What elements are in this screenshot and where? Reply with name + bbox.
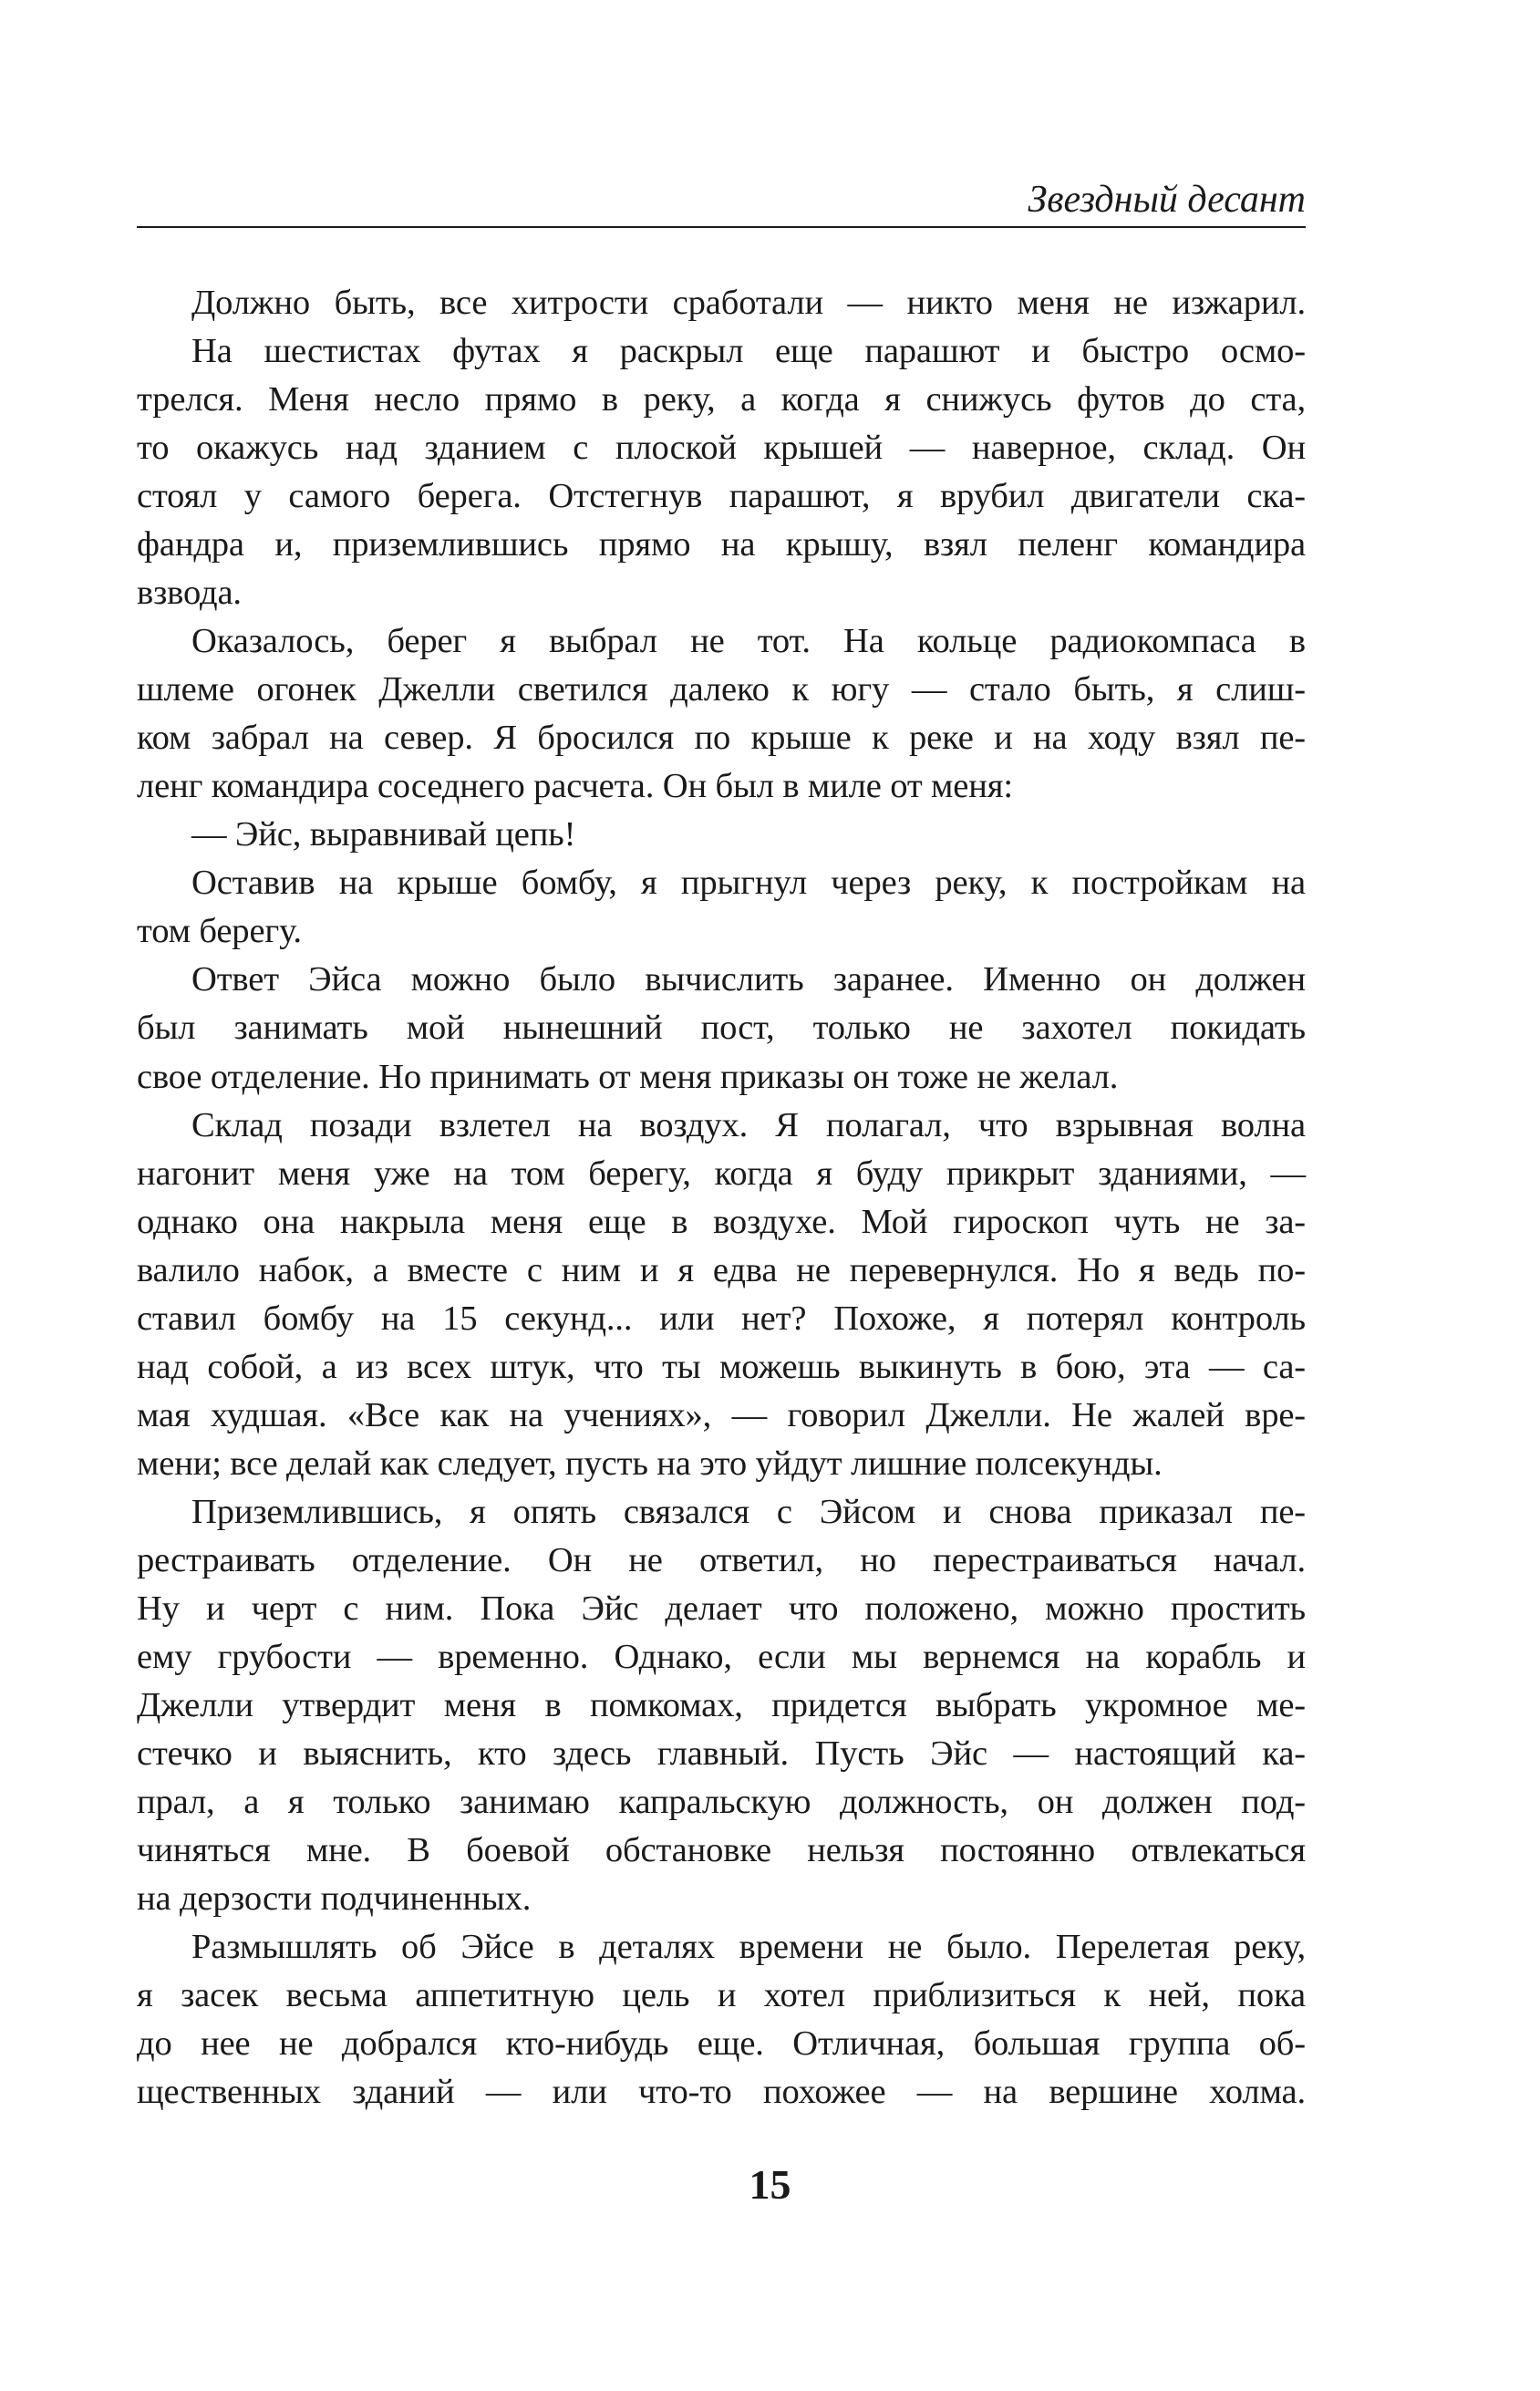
text-line: прал, а я только занимаю капральскую должность, он должен под- [137,1782,1306,1821]
text-line: мени; все делай как следует, пусть на это уйдут лишние полсекунды. [137,1444,1163,1483]
text-line: щественных зданий — или что-то похожее — на вершине холма. [137,2073,1306,2112]
text-line: — Эйс, выравнивай цепь! [191,815,576,854]
text-line: шлеме огонек Джелли светился далеко к югу — стало быть, я слиш- [137,670,1306,709]
text-line: Приземлившись, я опять связался с Эйсом и снова приказал пе- [191,1492,1306,1531]
text-line: Оказалось, берег я выбрал не тот. На кольце радиокомпаса в [191,622,1306,661]
text-line: однако она накрыла меня еще в воздухе. Мой гироскоп чуть не за- [137,1202,1306,1241]
body-text [137,279,1306,2117]
page-number: 15 [749,2161,791,2208]
text-line: стечко и выяснить, кто здесь главный. Пусть Эйс — настоящий ка- [137,1734,1306,1773]
text-line: Джелли утвердит меня в помкомах, придется выбрать укромное ме- [137,1685,1306,1724]
text-line: чиняться мне. В боевой обстановке нельзя постоянно отвлекаться [137,1831,1306,1869]
text-line: я засек весьма аппетитную цель и хотел приблизиться к ней, пока [137,1976,1306,2015]
text-line: над собой, а из всех штук, что ты можешь выкинуть в бою, эта — са- [137,1347,1306,1386]
text-line: ему грубости — временно. Однако, если мы вернемся на корабль и [137,1637,1306,1676]
text-line: Ну и черт с ним. Пока Эйс делает что положено, можно простить [137,1589,1306,1628]
text-line: Размышлять об Эйсе в деталях времени не было. Перелетая реку, [191,1928,1306,1967]
text-line: ком забрал на север. Я бросился по крыше к реке и на ходу взял пе- [137,719,1306,758]
running-header [137,175,1306,230]
text-line: свое отделение. Но принимать от меня приказы он тоже не желал. [137,1057,1119,1096]
text-line: Оставив на крыше бомбу, я прыгнул через реку, к постройкам на [191,864,1306,903]
header-rule [137,226,1306,228]
text-line: валило набок, а вместе с ним и я едва не перевернулся. Но я ведь по- [137,1250,1306,1289]
text-line: ленг командира соседнего расчета. Он был в миле от меня: [137,767,1013,806]
text-line: Склад позади взлетел на воздух. Я полагал, что взрывная волна [191,1105,1306,1144]
text-line: стоял у самого берега. Отстегнув парашют, я врубил двигатели ска- [137,477,1306,516]
text-line: Должно быть, все хитрости сработали — никто меня не изжарил. [191,284,1306,322]
text-line: до нее не добрался кто-нибудь еще. Отличная, большая группа об- [137,2024,1306,2064]
running-title: Звездный десант [1028,179,1306,221]
text-line: ставил бомбу на 15 секунд... или нет? Похоже, я потерял контроль [137,1299,1306,1338]
text-line: взвода. [137,574,242,613]
text-line: фандра и, приземлившись прямо на крышу, взял пеленг командира [137,525,1306,564]
text-line: трелся. Меня несло прямо в реку, а когда я снижусь футов до ста, [137,380,1306,419]
text-line: мая худшая. «Все как на учениях», — говорил Джелли. Не жалей вре- [137,1395,1306,1434]
text-line: то окажусь над зданием с плоской крышей — наверное, склад. Он [137,429,1306,468]
text-line: рестраивать отделение. Он не ответил, но перестраиваться начал. [137,1540,1306,1579]
text-line: Ответ Эйса можно было вычислить заранее. Именно он должен [191,960,1306,999]
text-line: был занимать мой нынешний пост, только не захотел покидать [137,1009,1306,1048]
text-line: На шестистах футах я раскрыл еще парашют и быстро осмо- [191,332,1306,371]
text-line: нагонит меня уже на том берегу, когда я буду прикрыт зданиями, — [137,1154,1306,1193]
text-line: том берегу. [137,912,302,951]
text-line: на дерзости подчиненных. [137,1879,532,1919]
